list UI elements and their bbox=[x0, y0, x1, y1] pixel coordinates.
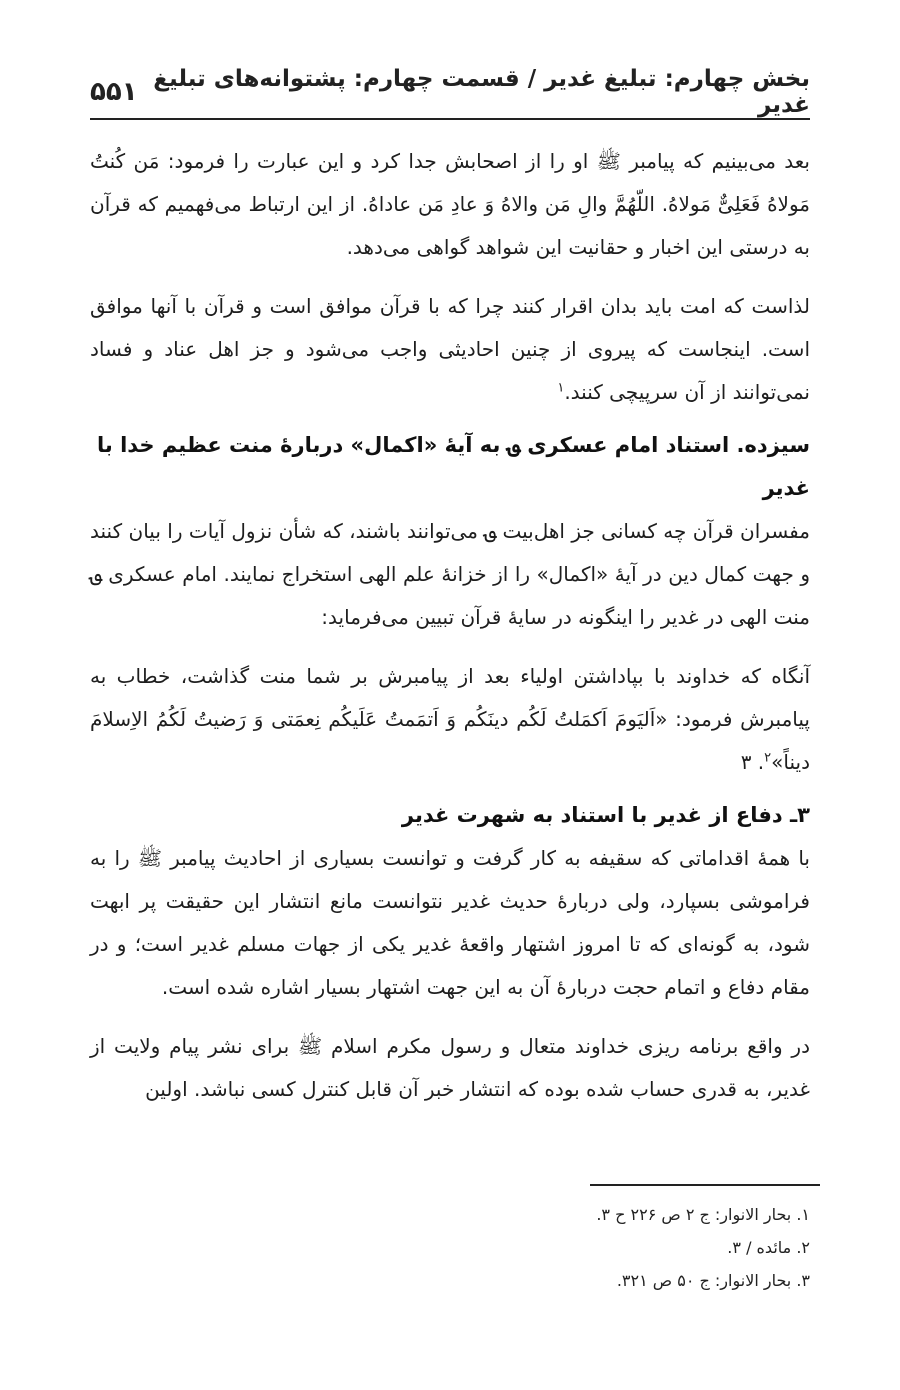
paragraph: آنگاه که خداوند با بپاداشتن اولیاء بعد از پیامبرش بر شما منت گذاشت، خطاب به پیامبرش فرمود: «اَلیَومَ اَکمَلتُ لَکُم دینَکُم وَ اَتمَمتُ عَلَیکُم نِعمَتی وَ رَضیتُ لَکُمُ الاِسلامَ دیناً»$^۲$. ۳ bbox=[90, 664, 810, 774]
paragraph-text: آنگاه که خداوند با بپاداشتن اولیاء بعد از پیامبرش بر شما منت گذاشت، خطاب به پیامبرش فرمود: «اَلیَومَ اَکمَلتُ لَکُم دینَکُم وَ اَتمَمتُ عَلَیکُم نِعمَتی وَ رَضیتُ لَکُمُ الاِسلامَ دیناً» bbox=[90, 664, 810, 774]
paragraph-text: مفسران قرآن چه کسانی جز اهل‌بیت ؈ می‌توانند باشند، که شأن نزول آیات را بیان کنند و جهت کمال دین در آیهٔ «اکمال» را از خزانهٔ علم الهی استخراج نمایند. امام عسکری ؈ منت الهی در غدیر را اینگونه در سایهٔ قرآن تبیین می‌فرماید: bbox=[90, 519, 810, 629]
page-number: ۵۵۱ bbox=[90, 77, 138, 107]
paragraph bbox=[90, 837, 810, 1009]
section-heading: سیزده. استناد امام عسکری ؈ به آیهٔ «اکمال» دربارهٔ منت عظیم خدا با غدیر bbox=[96, 433, 810, 500]
footnote-divider bbox=[590, 1184, 820, 1186]
paragraph-text: بعد می‌بینیم که پیامبر ﷺ او را از اصحابش جدا کرد و این عبارت را فرمود: مَن کُنتُ مَولاهُ فَعَلِیٌّ مَولاهُ. اللّهُمَّ والِ مَن والاهُ وَ عادِ مَن عاداهُ. از این ارتباط می‌فهمیم که قرآن به درستی این اخبار و حقانیت این شواهد گواهی می‌دهد. bbox=[90, 149, 810, 259]
footnotes bbox=[410, 1198, 810, 1297]
footnote: ۳. بحار الانوار: ج ۵۰ ص ۳۲۱. bbox=[616, 1271, 810, 1290]
header-title: بخش چهارم: تبلیغ غدیر / قسمت چهارم: پشتوانه‌های تبلیغ غدیر bbox=[153, 66, 810, 118]
footnote: ۲. مائده / ۳. bbox=[727, 1238, 810, 1257]
footnote-ref: ۱ bbox=[557, 380, 565, 396]
paragraph-text: لذاست که امت باید بدان اقرار کنند چرا که با قرآن موافق است و قرآن با آنها موافق است. اینجاست که پیروی از چنین احادیثی واجب می‌شود و جز اهل عناد و فساد نمی‌توانند از آن سرپیچی کنند. bbox=[90, 294, 810, 404]
running-header bbox=[90, 66, 810, 120]
section-heading: ۳ـ دفاع از غدیر با استناد به شهرت غدیر bbox=[401, 803, 810, 827]
paragraph-text: با همهٔ اقداماتی که سقیفه به کار گرفت و توانست بسیاری از احادیث پیامبر ﷺ را به فراموشی بسپارد، ولی دربارهٔ حدیث غدیر نتوانست مانع انتشار این حقیقت پر ابهت شود، به گونه‌ای که تا امروز اشتهار واقعهٔ غدیر یکی از جهات مسلم غدیر است؛ و در مقام دفاع و اتمام حجت دربارهٔ آن به این جهت اشتهار بسیار اشاره شده است. bbox=[90, 846, 810, 999]
footnote: ۱. بحار الانوار: ج ۲ ص ۲۲۶ ح ۳. bbox=[596, 1205, 810, 1224]
paragraph bbox=[90, 1025, 810, 1111]
footnote-ref: ۲ bbox=[764, 750, 772, 766]
footnote-ref: ۳ bbox=[740, 750, 752, 774]
paragraph bbox=[90, 140, 810, 269]
paragraph bbox=[90, 285, 810, 414]
paragraph-text: در واقع برنامه ریزی خداوند متعال و رسول مکرم اسلام ﷺ برای نشر پیام ولایت از غدیر، به قدری حساب شده بوده که انتشار خبر آن قابل کنترل کسی نباشد. اولین bbox=[90, 1034, 810, 1101]
page-body bbox=[90, 140, 810, 1111]
paragraph bbox=[90, 510, 810, 639]
